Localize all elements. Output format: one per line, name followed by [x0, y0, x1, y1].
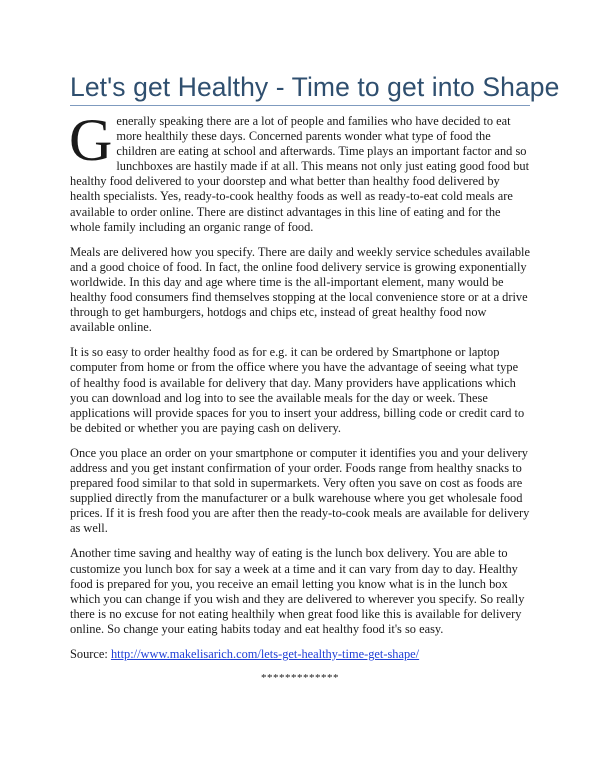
- paragraph-1: [69, 107, 530, 235]
- paragraph-5: Another time saving and healthy way of eating is the lunch box delivery. You are able to customize you lunch box for say a week at a time and it can vary from day to day. Healthy food is prepared for you, you receive an email letting you know what is in the lunch box which you can change if you wish and they are delivered to wherever you specify. So really there is no excuse for not eating healthily when great food like this is available for delivery online. So change your eating habits today and eat healthy food it's so easy.: [70, 546, 525, 636]
- paragraph-1-text: enerally speaking there are a lot of people and families who have decided to eat more healthily these days. Concerned parents wonder what type of food the children are eating at school and afterwards. Time plays an important factor and so lunchboxes are hastily made if at all. This means not only just eating good food but healthy food delivered to your doorstep and what better than healthy food delivered by health specialists. Yes, ready-to-cook healthy foods as well as ready-to-eat cold meals are available to order online. There are distinct advantages in this line of eating and for the whole family including an organic range of food.: [70, 114, 530, 234]
- paragraph-4: Once you place an order on your smartphone or computer it identifies you and your delivery address and you get instant confirmation of your order. Foods range from healthy snacks to prepared food similar to that sold in supermarkets. Very often you save on cost as foods are supplied directly from the manufacturer or a bulk warehouse where you get wholesale food prices. If it is fresh food you are after then the ready-to-cook meals are available for delivery as well.: [70, 445, 530, 536]
- source-line: [70, 647, 530, 662]
- end-separator: *************: [261, 672, 339, 685]
- source-link[interactable]: http://www.makelisarich.com/lets-get-healthy-time-get-shape/: [110, 647, 420, 661]
- title-divider: [70, 105, 530, 106]
- paragraph-3: It is so easy to order healthy food as for e.g. it can be ordered by Smartphone or laptop computer from home or from the office where you have the advantage of seeing what type of healthy food is available for delivery that day. Many providers have applications which you can download and log into to see the available meals for the day or week. These applications will provide spaces for you to insert your address, billing code or credit card to be debited or whether you are paying cash on delivery.: [70, 345, 525, 435]
- page-title: Let's get Healthy - Time to get into Shape: [70, 72, 560, 102]
- source-label: Source:: [70, 647, 111, 661]
- drop-cap: G: [69, 107, 113, 173]
- paragraph-2: Meals are delivered how you specify. There are daily and weekly service schedules available and a good choice of food. In fact, the online food delivery service is growing exponentially worldwide. In this day and age where time is the all-important element, many would be healthy food consumers find themselves stopping at the local convenience store or at a drive through to get hamburgers, hotdogs and chips etc, instead of great healthy food now available online.: [70, 244, 530, 335]
